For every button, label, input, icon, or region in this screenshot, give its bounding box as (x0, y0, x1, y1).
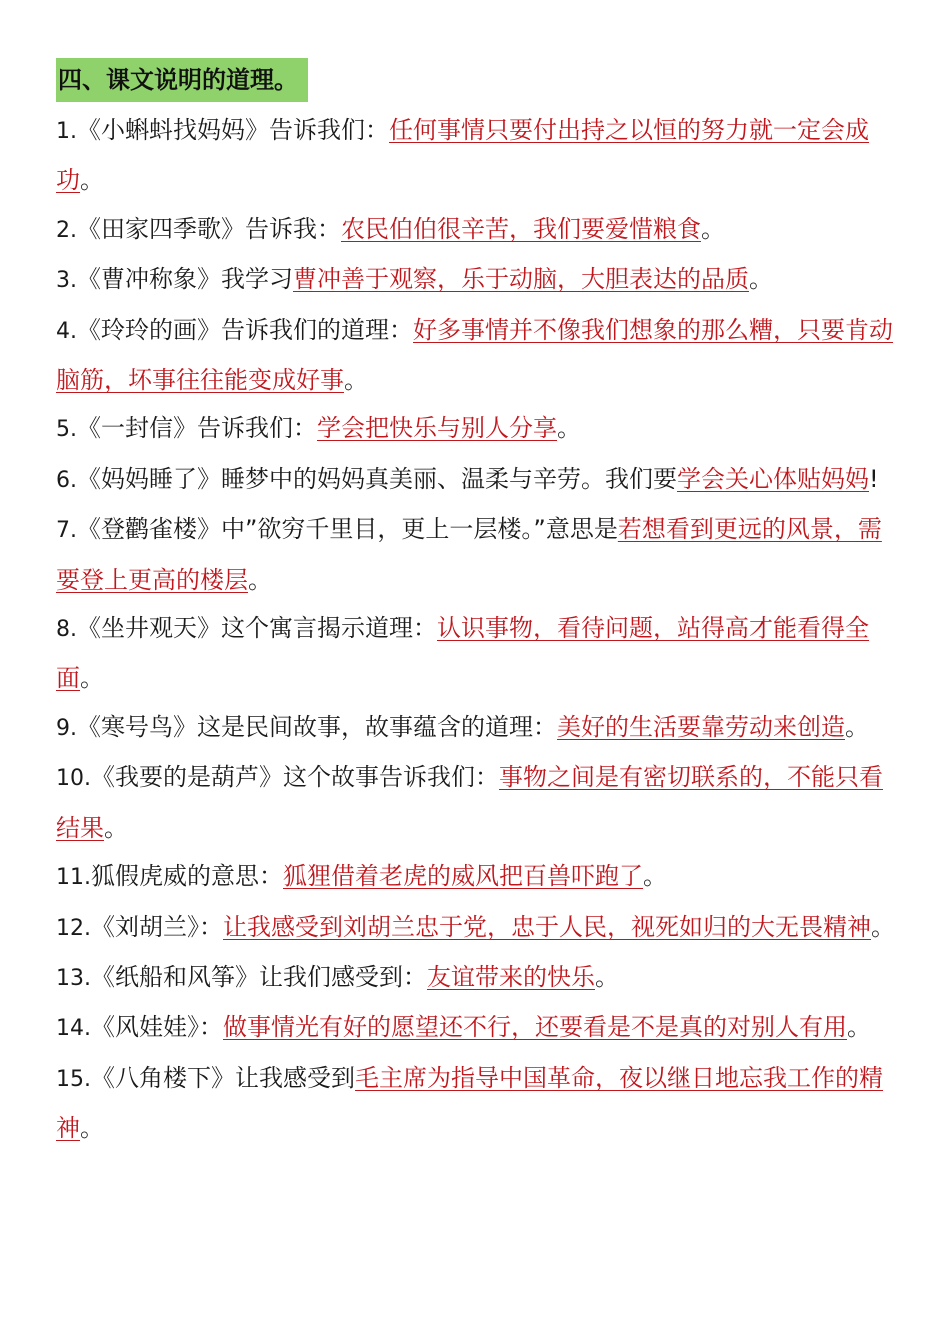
item-answer: 学会关心体贴妈妈 (677, 464, 869, 493)
item-tail: 。 (749, 265, 773, 294)
item-prompt: 《登鹳雀楼》中”欲穷千里目，更上一层楼。”意思是 (77, 515, 618, 544)
list-item (56, 703, 896, 753)
item-prompt: 《妈妈睡了》睡梦中的妈妈真美丽、温柔与辛劳。我们要 (77, 464, 677, 493)
item-number: 14. (56, 1016, 91, 1042)
item-number: 6. (56, 467, 77, 493)
item-prompt: 《寒号鸟》这是民间故事，故事蕴含的道理： (77, 712, 557, 741)
item-tail: 。 (104, 813, 128, 842)
item-tail: 。 (701, 214, 725, 243)
lesson-list (56, 106, 896, 1153)
item-number: 8. (56, 617, 77, 643)
item-prompt: 《纸船和风筝》让我们感受到： (91, 962, 427, 991)
item-number: 4. (56, 318, 77, 344)
item-answer: 任何事情只要付出持之以恒的努力就一定会成功 (56, 116, 869, 195)
item-number: 1. (56, 119, 77, 144)
item-answer: 学会把快乐与别人分享 (317, 414, 557, 443)
item-number: 13. (56, 965, 91, 991)
item-answer: 认识事物，看待问题，站得高才能看得全面 (56, 614, 869, 693)
item-tail: 。 (871, 912, 895, 941)
item-number: 5. (56, 417, 77, 443)
list-item (56, 404, 896, 454)
item-tail: 。 (80, 166, 104, 195)
item-answer: 美好的生活要靠劳动来创造 (557, 712, 845, 741)
item-tail: 。 (80, 1114, 104, 1143)
item-tail: 。 (595, 962, 619, 991)
list-item (56, 903, 896, 953)
item-answer: 做事情光有好的愿望还不行，还要看是不是真的对别人有用 (223, 1013, 847, 1042)
item-number: 11. (56, 865, 91, 891)
item-number: 7. (56, 518, 77, 544)
item-answer: 事物之间是有密切联系的，不能只看结果 (56, 763, 883, 842)
item-answer: 若想看到更远的风景，需要登上更高的楼层 (56, 515, 882, 594)
item-tail: ! (869, 464, 879, 493)
item-answer: 狐狸借着老虎的威风把百兽吓跑了 (283, 862, 643, 891)
list-item (56, 505, 896, 604)
section-heading: 四、课文说明的道理。 (56, 58, 308, 102)
item-tail: 。 (248, 565, 272, 594)
list-item (56, 604, 896, 703)
item-tail: 。 (557, 414, 581, 443)
item-number: 12. (56, 915, 91, 941)
item-answer: 农民伯伯很辛苦，我们要爱惜粮食 (341, 214, 701, 243)
item-number: 15. (56, 1066, 91, 1092)
item-prompt: 《八角楼下》让我感受到 (91, 1063, 355, 1092)
item-prompt: 《小蝌蚪找妈妈》告诉我们： (77, 116, 389, 144)
item-answer: 让我感受到刘胡兰忠于党，忠于人民，视死如归的大无畏精神 (223, 912, 871, 941)
item-prompt: 《坐井观天》这个寓言揭示道理： (77, 614, 437, 643)
item-prompt: 狐假虎威的意思： (91, 862, 283, 891)
item-number: 3. (56, 268, 77, 294)
item-answer: 曹冲善于观察，乐于动脑，大胆表达的品质 (293, 265, 749, 294)
item-tail: 。 (845, 712, 869, 741)
item-tail: 。 (80, 664, 104, 693)
list-item (56, 1003, 896, 1053)
list-item (56, 306, 896, 405)
item-tail: 。 (643, 862, 667, 891)
item-answer: 友谊带来的快乐 (427, 962, 595, 991)
item-tail: 。 (344, 366, 368, 395)
list-item (56, 205, 896, 255)
item-tail: 。 (847, 1013, 871, 1042)
item-prompt: 《曹冲称象》我学习 (77, 265, 293, 294)
item-prompt: 《玲玲的画》告诉我们的道理： (77, 315, 413, 344)
list-item (56, 852, 896, 902)
list-item (56, 953, 896, 1003)
list-item (56, 455, 896, 505)
list-item (56, 1054, 896, 1153)
item-number: 9. (56, 715, 77, 741)
item-prompt: 《我要的是葫芦》这个故事告诉我们： (91, 763, 499, 792)
item-prompt: 《刘胡兰》： (91, 912, 223, 941)
item-prompt: 《一封信》告诉我们： (77, 414, 317, 443)
item-number: 10. (56, 766, 91, 792)
document-page (56, 58, 896, 1153)
item-prompt: 《风娃娃》： (91, 1013, 223, 1042)
item-prompt: 《田家四季歌》告诉我： (77, 214, 341, 243)
list-item (56, 106, 896, 205)
list-item (56, 753, 896, 852)
list-item (56, 255, 896, 305)
item-answer: 好多事情并不像我们想象的那么糟，只要肯动脑筋，坏事往往能变成好事 (56, 315, 893, 395)
item-number: 2. (56, 217, 77, 243)
item-answer: 毛主席为指导中国革命，夜以继日地忘我工作的精神 (56, 1063, 883, 1143)
